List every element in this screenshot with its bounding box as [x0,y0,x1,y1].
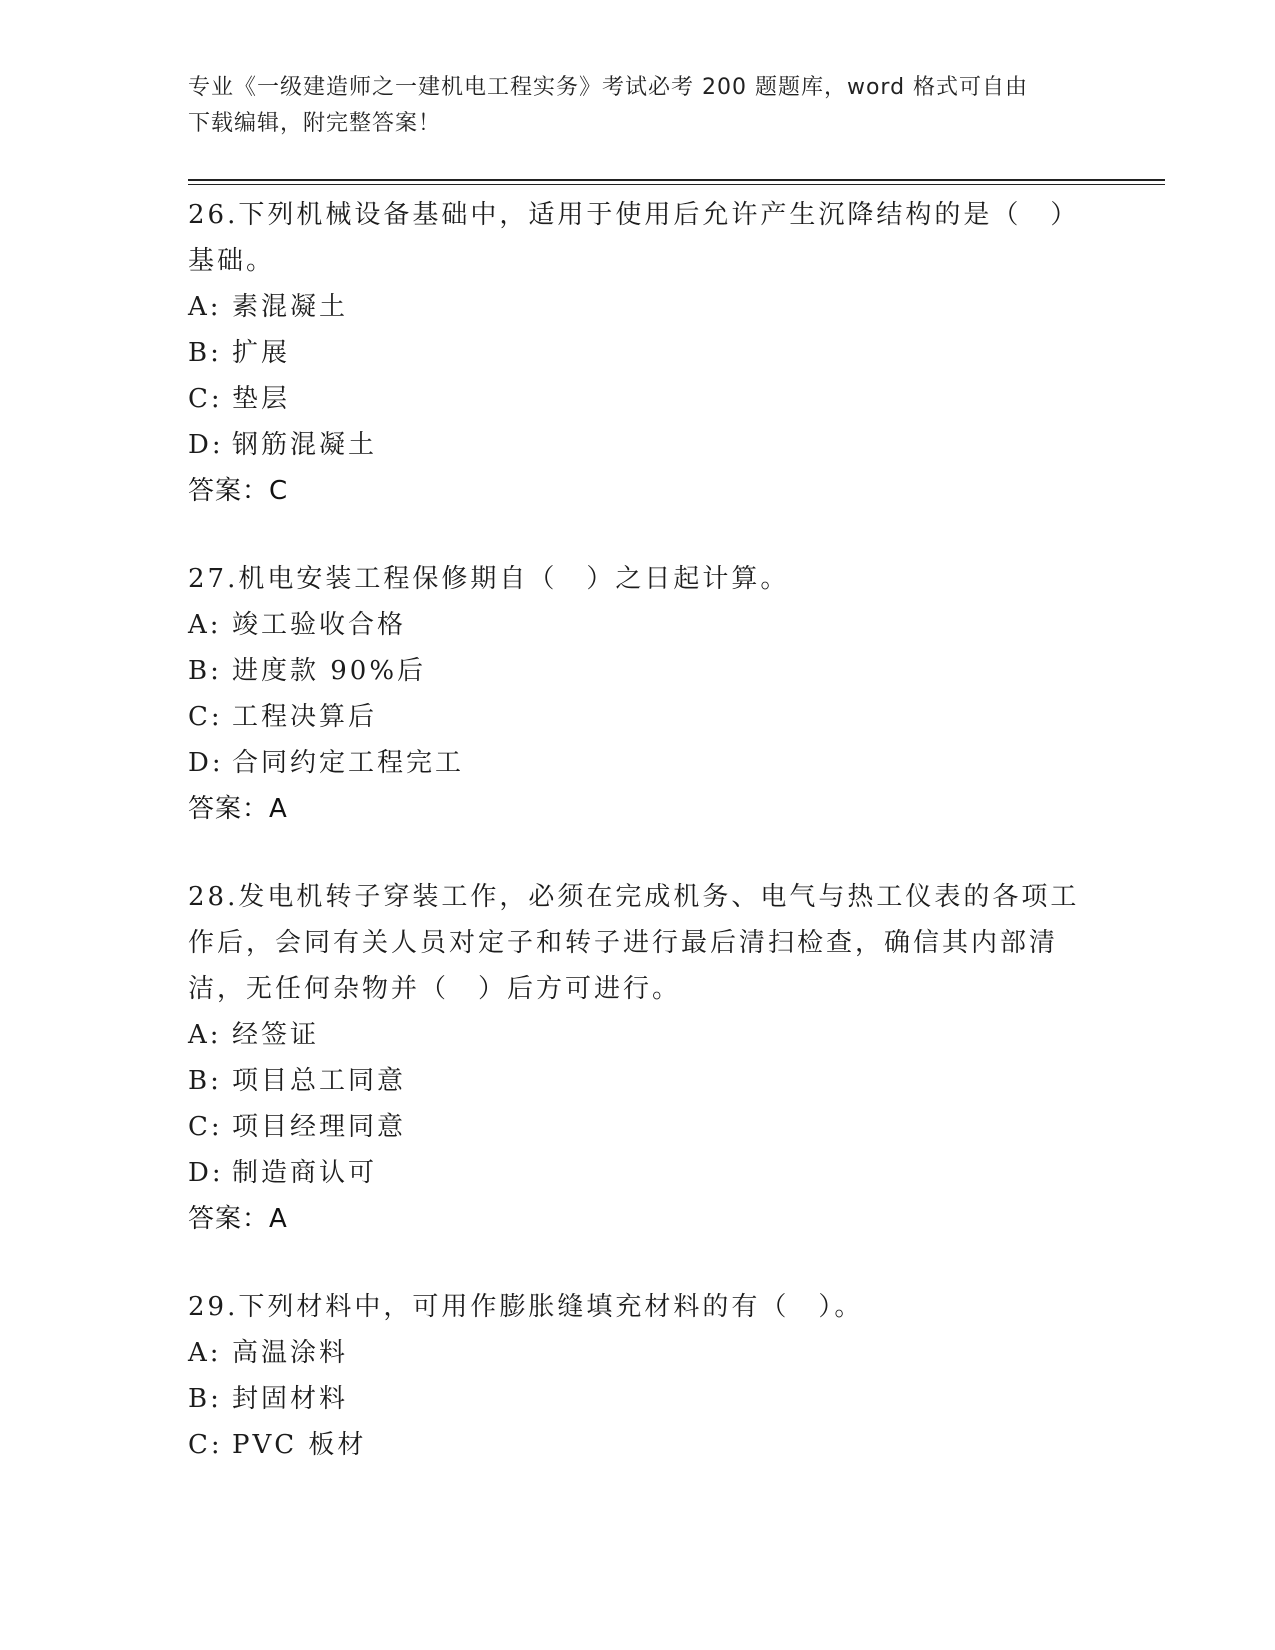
spacer [188,832,1088,874]
header-line-1: 专业《一级建造师之一建机电工程实务》考试必考 200 题题库，word 格式可自由 [188,75,1029,100]
option-letter: C: [188,384,223,414]
option-text: 进度款 90%后 [232,656,427,686]
option-text: PVC 板材 [232,1430,367,1460]
option-letter: C: [188,702,223,732]
option-text: 竣工验收合格 [232,610,407,640]
option-letter: B: [188,656,222,686]
option-letter: A: [188,610,222,640]
header-divider-thick [188,179,1165,181]
option-letter: A: [188,1020,222,1050]
option-text: 高温涂料 [232,1338,349,1368]
option-c [188,694,1088,740]
option-d [188,1150,1088,1196]
option-text: 素混凝土 [232,292,349,322]
question-stem: 27.机电安装工程保修期自（ ）之日起计算。 [188,564,790,594]
option-a [188,1012,1088,1058]
option-letter: D: [188,748,224,778]
spacer [188,514,1088,556]
option-letter: C: [188,1112,223,1142]
answer-line: 答案：A [188,1204,288,1234]
option-letter: B: [188,1066,222,1096]
option-d [188,740,1088,786]
header-divider-thin [188,184,1165,185]
option-d [188,422,1088,468]
option-b [188,1058,1088,1104]
question-27 [188,556,1088,832]
option-text: 垫层 [232,384,291,414]
answer-line: 答案：A [188,794,288,824]
document-header [188,70,1088,142]
option-letter: B: [188,338,222,368]
question-28 [188,874,1088,1242]
header-line-2: 下载编辑，附完整答案！ [188,111,442,136]
option-c [188,1422,1088,1468]
option-c [188,376,1088,422]
question-stem: 26.下列机械设备基础中，适用于使用后允许产生沉降结构的是（ ）基础。 [188,200,1080,276]
question-29 [188,1284,1088,1468]
option-letter: D: [188,1158,224,1188]
option-text: 制造商认可 [232,1158,378,1188]
option-letter: C: [188,1430,223,1460]
option-b [188,648,1088,694]
option-text: 扩展 [232,338,291,368]
option-text: 合同约定工程完工 [232,748,465,778]
option-text: 项目总工同意 [232,1066,407,1096]
option-letter: A: [188,1338,222,1368]
question-26 [188,192,1088,514]
option-text: 经签证 [232,1020,320,1050]
option-c [188,1104,1088,1150]
option-text: 项目经理同意 [232,1112,407,1142]
option-text: 工程决算后 [232,702,378,732]
question-list [188,192,1088,1468]
spacer [188,1242,1088,1284]
option-text: 钢筋混凝土 [232,430,378,460]
option-text: 封固材料 [232,1384,349,1414]
question-stem: 28.发电机转子穿装工作，必须在完成机务、电气与热工仪表的各项工作后，会同有关人员对定子和转子进行最后清扫检查，确信其内部清洁，无任何杂物并（ ）后方可进行。 [188,882,1080,1004]
option-b [188,1376,1088,1422]
question-stem: 29.下列材料中，可用作膨胀缝填充材料的有（ ）。 [188,1292,864,1322]
option-a [188,1330,1088,1376]
option-b [188,330,1088,376]
option-letter: D: [188,430,224,460]
option-letter: B: [188,1384,222,1414]
answer-line: 答案：C [188,476,289,506]
option-letter: A: [188,292,222,322]
option-a [188,602,1088,648]
option-a [188,284,1088,330]
